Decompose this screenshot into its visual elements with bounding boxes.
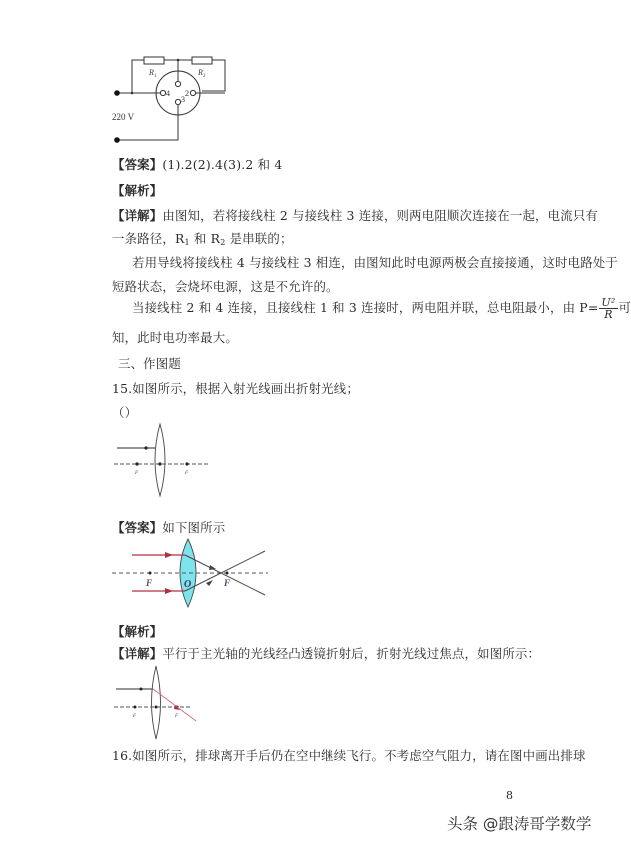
svg-text:4: 4: [166, 89, 170, 98]
q16-question: 16.如图所示，排球离开手后仍在空中继续飞行。不考虑空气阻力，请在图中画出排球: [112, 748, 586, 763]
q15-lens-figure: [112, 420, 212, 500]
detail-tag: 【详解】: [112, 208, 163, 223]
svg-text:F: F: [146, 578, 153, 588]
q14-para2-line2: 短路状态，会烧坏电源，这是不允许的。: [112, 279, 339, 294]
q15-answer: 【答案】如下图所示: [112, 520, 226, 535]
svg-text:R: R: [149, 68, 154, 77]
q15-answer-figure: [110, 535, 270, 610]
q14-para2-line1: 若用导线将接线柱 4 与接线柱 3 相连，由图知此时电源两极会直接接通，这时电路处于: [132, 255, 618, 270]
q15-blank: （）: [112, 405, 138, 420]
power-formula: $\frac{\text{U²}}{R}$: [601, 296, 616, 321]
watermark: 头条 @跟涛哥学数学: [447, 815, 592, 833]
svg-text:F: F: [135, 471, 139, 476]
svg-text:O: O: [184, 579, 192, 590]
svg-text:220 V: 220 V: [112, 112, 135, 122]
svg-text:2: 2: [203, 74, 206, 79]
svg-text:F: F: [224, 578, 231, 588]
answer-tag: 【答案】: [112, 157, 163, 172]
q15-analysis-tag: 【解析】: [112, 624, 163, 639]
svg-text:F: F: [175, 714, 179, 719]
q14-analysis-tag: 【解析】: [112, 183, 163, 198]
q15-detail-figure: [112, 663, 202, 743]
q14-para3-line2: 知，此时电功率最大。: [112, 330, 238, 345]
answer-text: (1).2(2).4(3).2 和 4: [162, 157, 283, 172]
svg-text:F: F: [185, 471, 189, 476]
q15-detail: 【详解】平行于主光轴的光线经凸透镜折射后，折射光线过焦点，如图所示：: [112, 646, 541, 661]
svg-text:F: F: [133, 714, 137, 719]
svg-text:1: 1: [154, 74, 157, 79]
page-number: 8: [506, 789, 513, 802]
svg-text:R: R: [198, 68, 203, 77]
q15-question: 15.如图所示，根据入射光线画出折射光线；: [112, 381, 359, 396]
section-heading: 三、作图题: [118, 356, 181, 371]
q14-detail-line1: 【详解】由图知，若将接线柱 2 与接线柱 3 连接，则两电阻顺次连接在一起，电流只有: [112, 208, 598, 223]
q14-detail-line2: 一条路径，$R_1$ 和 $R_2$ 是串联的；: [112, 231, 293, 247]
circuit-diagram: [112, 58, 242, 158]
svg-text:2: 2: [185, 89, 189, 98]
q14-para3-line1: 当接线柱 2 和 4 连接，且接线柱 1 和 3 连接时，两电阻并联，总电阻最小，由 P= $\frac{\text{U²}}{R}$ 可: [132, 296, 631, 321]
svg-text:3: 3: [181, 95, 185, 104]
q14-answer: [112, 155, 282, 173]
